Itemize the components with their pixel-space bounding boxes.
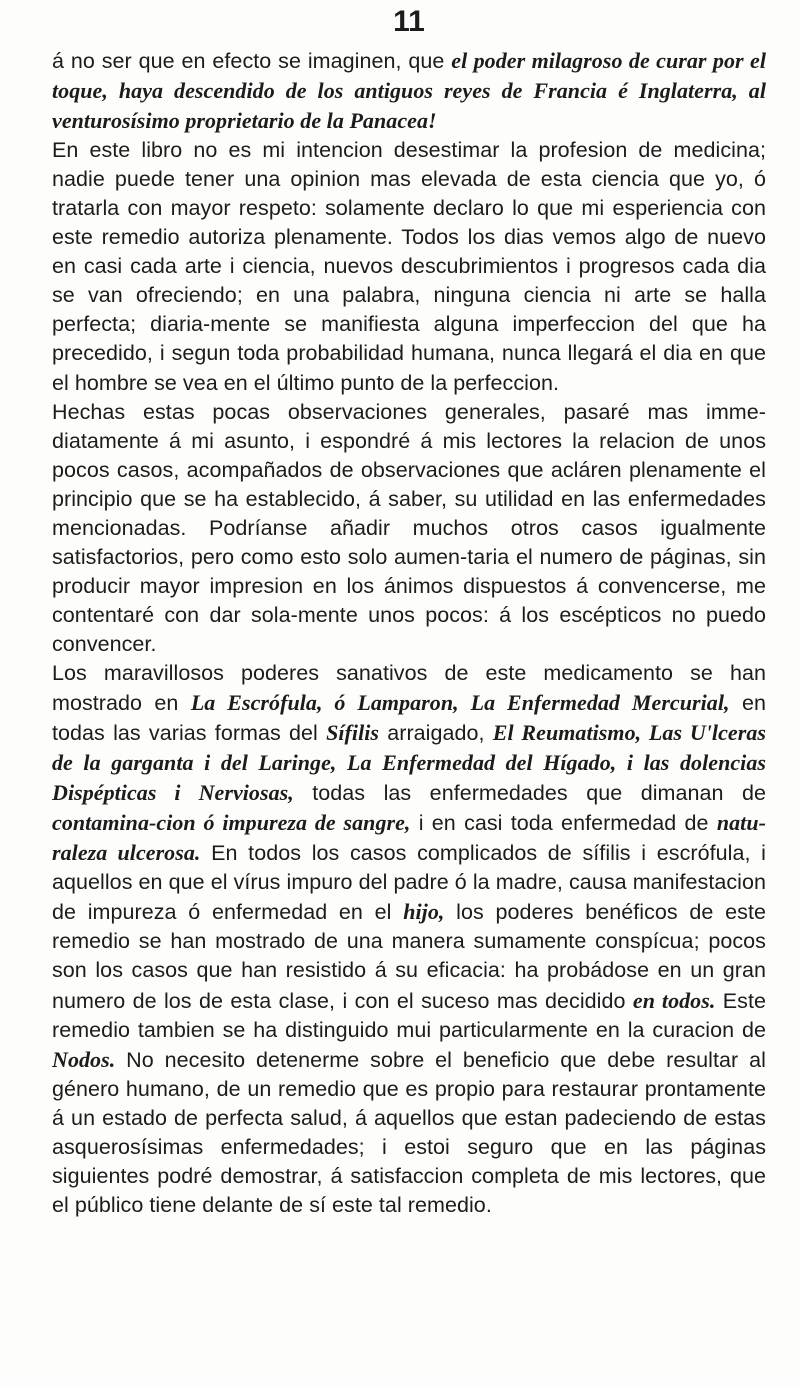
italic-text: en todos. — [632, 987, 716, 1013]
paragraph — [52, 46, 766, 136]
text-run: en todas las varias formas del — [52, 691, 766, 746]
paragraph — [52, 136, 766, 397]
text-run: Los maravillosos poderes sanativos de este medicamento se han mostrado en — [52, 660, 766, 716]
italic-text: hijo, — [403, 899, 445, 925]
italic-text: Sífilis — [326, 720, 380, 746]
text-run: Hechas estas pocas observaciones generales, pasaré mas imme-diatamente á mi asunto, i espondré á mis lectores la relacion de unos pocos casos, acompañados de observaciones que acláren plenamente el principio que se ha establecido, á saber, su utilidad en las enfermedades mencionadas. Podríanse añadir muchos otros casos igualmente satisfactorios, pero como esto solo aumen-taria el numero de páginas, sin producir mayor impresion en los ánimos dispuestos á convencerse, me contentaré con dar sola-mente unos pocos: á los escépticos no puedo convencer. — [52, 399, 766, 656]
italic-text: contamina-cion ó impureza de sangre, — [52, 810, 411, 836]
paragraph — [52, 398, 766, 659]
text-run: En este libro no es mi intencion desestimar la profesion de medicina; nadie puede tener una opinion mas elevada de esta ciencia que yo, ó tratarla con mayor respeto: solamente declaro lo que mi esperiencia con este remedio autoriza plenamente. Todos los dias vemos algo de nuevo en casi cada arte i ciencia, nuevos descubrimientos i progresos cada dia se van ofreciendo; en una palabra, ninguna ciencia ni arte se halla perfecta; diaria-mente se manifiesta alguna imperfeccion del que ha precedido, i segun toda probabilidad humana, nunca llegará el dia en que el hombre se vea en el último punto de la perfeccion. — [52, 138, 766, 395]
body-text — [52, 46, 766, 1220]
text-run: No necesito detenerme sobre el beneficio que debe resultar al género humano, de un remedio que es propio para restaurar prontamente á un estado de perfecta salud, á aquellos que estan padeciendo de estas asquerosísimas enfermedades; i estoi seguro que en las páginas siguientes podré demostrar, á satisfaccion completa de mis lectores, que el público tiene delante de sí este tal remedio. — [52, 1047, 766, 1217]
text-run: En todos los casos complicados de sífilis i escrófula, i aquellos en que el vírus impuro del padre ó la madre, causa manifestacion de impureza ó enfermedad en el — [52, 841, 766, 925]
italic-text: natu-raleza ulcerosa. — [52, 810, 766, 866]
text-run: i en casi toda enfermedad de — [410, 811, 717, 836]
text-run: arraigado, — [379, 721, 493, 746]
italic-text: el poder milagroso de curar por el toque, haya descendido de los antiguos reyes de Francia é Inglaterra, al venturosísimo proprietario de la Panacea! — [52, 48, 766, 134]
text-run: Este remedio tambien se ha distinguido mui particularmente en la curacion de — [52, 988, 766, 1042]
italic-text: La Escrófula, ó Lamparon, La Enfermedad Mercurial, — [190, 690, 730, 716]
page-number: 11 — [393, 5, 425, 38]
italic-text: El Reumatismo, Las U'lceras de la garganta i del Laringe, La Enfermedad del Hígado, i las dolencias Dispépticas i Nerviosas, — [52, 720, 766, 806]
text-run: los poderes benéficos de este remedio se han mostrado de una manera sumamente conspícua; pocos son los casos que han resistido á su eficacia: ha probádose en un gran numero de los de esta clase, i con el suceso mas decidido — [52, 900, 766, 1013]
text-run: todas las enfermedades que dimanan de — [293, 781, 766, 806]
text-run: á no ser que en efecto se imaginen, que — [52, 49, 452, 73]
italic-text: Nodos. — [52, 1046, 116, 1072]
paragraph — [52, 659, 766, 1220]
